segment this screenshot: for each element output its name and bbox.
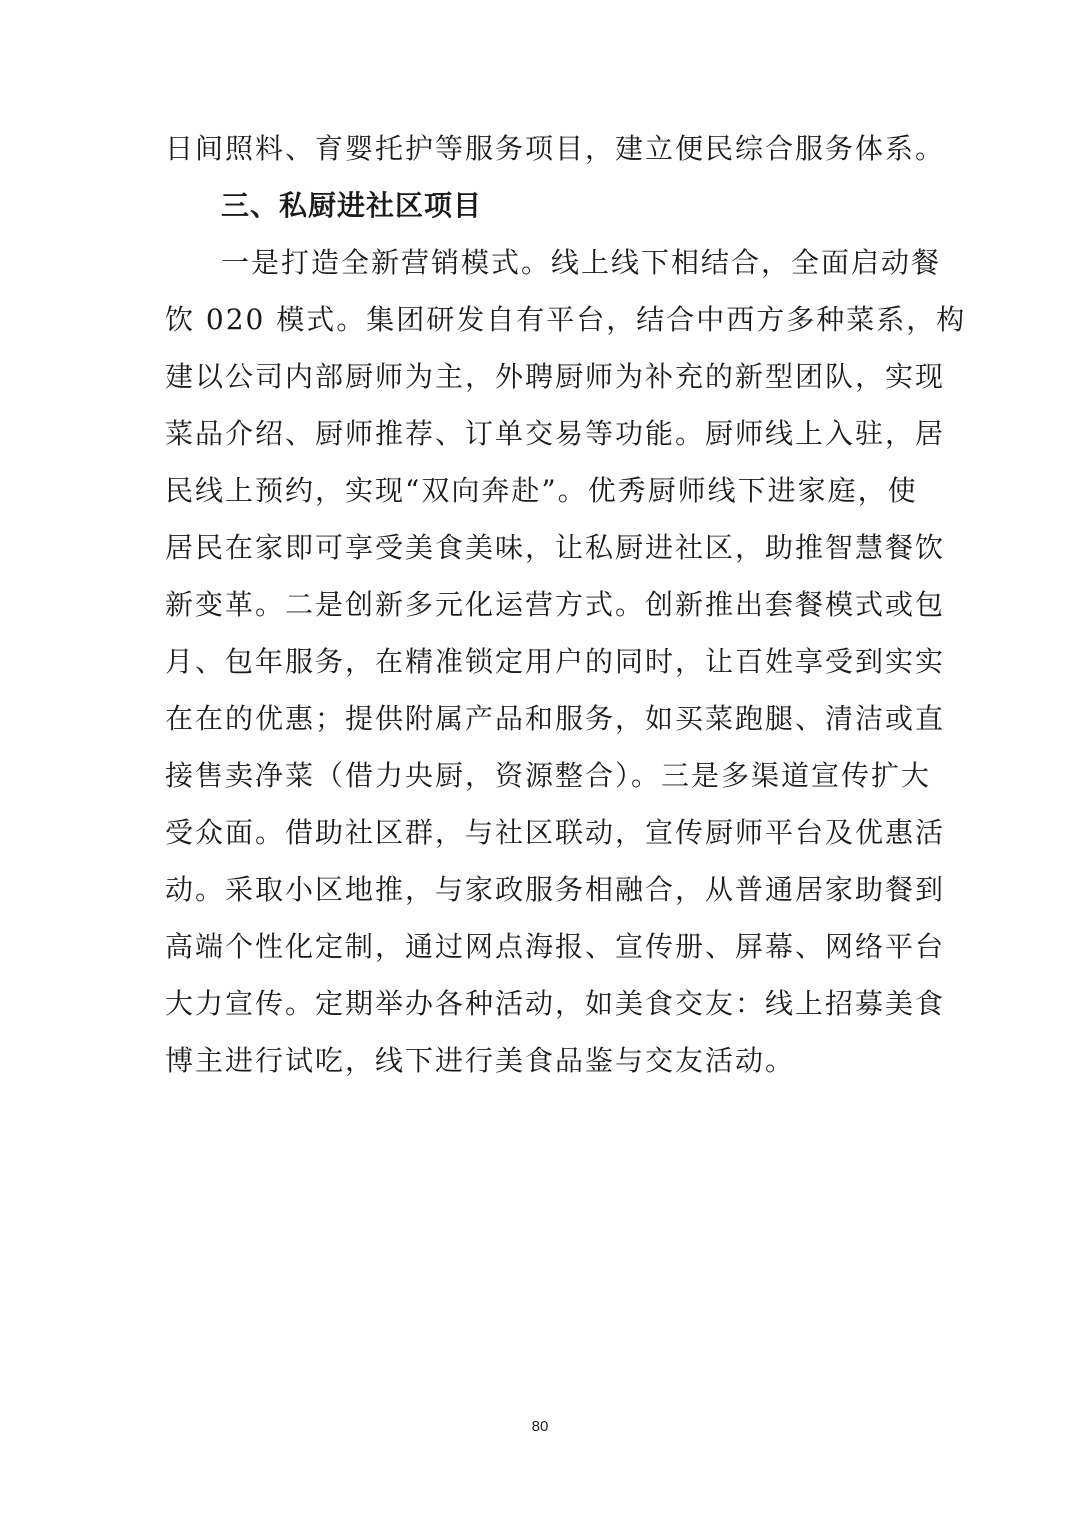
paragraph-line: 建以公司内部厨师为主，外聘厨师为补充的新型团队，实现 (165, 360, 946, 393)
paragraph-line: 受众面。借助社区群，与社区联动，宣传厨师平台及优惠活 (165, 816, 946, 849)
paragraph-line: 日间照料、育婴托护等服务项目，建立便民综合服务体系。 (165, 132, 946, 165)
section-heading: 三、私厨进社区项目 (221, 189, 483, 222)
paragraph-line: 接售卖净菜（借力央厨，资源整合）。三是多渠道宣传扩大 (165, 759, 932, 792)
paragraph-line: 民线上预约，实现“双向奔赴”。优秀厨师线下进家庭，使 (165, 474, 918, 507)
paragraph-line: 高端个性化定制，通过网点海报、宣传册、屏幕、网络平台 (165, 930, 946, 963)
paragraph-line: 月、包年服务，在精准锁定用户的同时，让百姓享受到实实 (165, 645, 946, 678)
paragraph-line: 大力宣传。定期举办各种活动，如美食交友：线上招募美食 (165, 987, 946, 1020)
paragraph-line: 饮 020 模式。集团研发自有平台，结合中西方多种菜系，构 (165, 303, 967, 336)
paragraph-line: 一是打造全新营销模式。线上线下相结合，全面启动餐 (221, 246, 942, 279)
paragraph-line: 新变革。二是创新多元化运营方式。创新推出套餐模式或包 (165, 588, 946, 621)
document-body (165, 120, 967, 1089)
paragraph-line: 居民在家即可享受美食美味，让私厨进社区，助推智慧餐饮 (165, 531, 946, 564)
paragraph-line: 菜品介绍、厨师推荐、订单交易等功能。厨师线上入驻，居 (165, 417, 946, 450)
paragraph-line: 在在的优惠；提供附属产品和服务，如买菜跑腿、清洁或直 (165, 702, 946, 735)
page-number: 80 (531, 1418, 549, 1435)
paragraph-line: 动。采取小区地推，与家政服务相融合，从普通居家助餐到 (165, 873, 946, 906)
paragraph-line: 博主进行试吃，线下进行美食品鉴与交友活动。 (165, 1044, 796, 1077)
